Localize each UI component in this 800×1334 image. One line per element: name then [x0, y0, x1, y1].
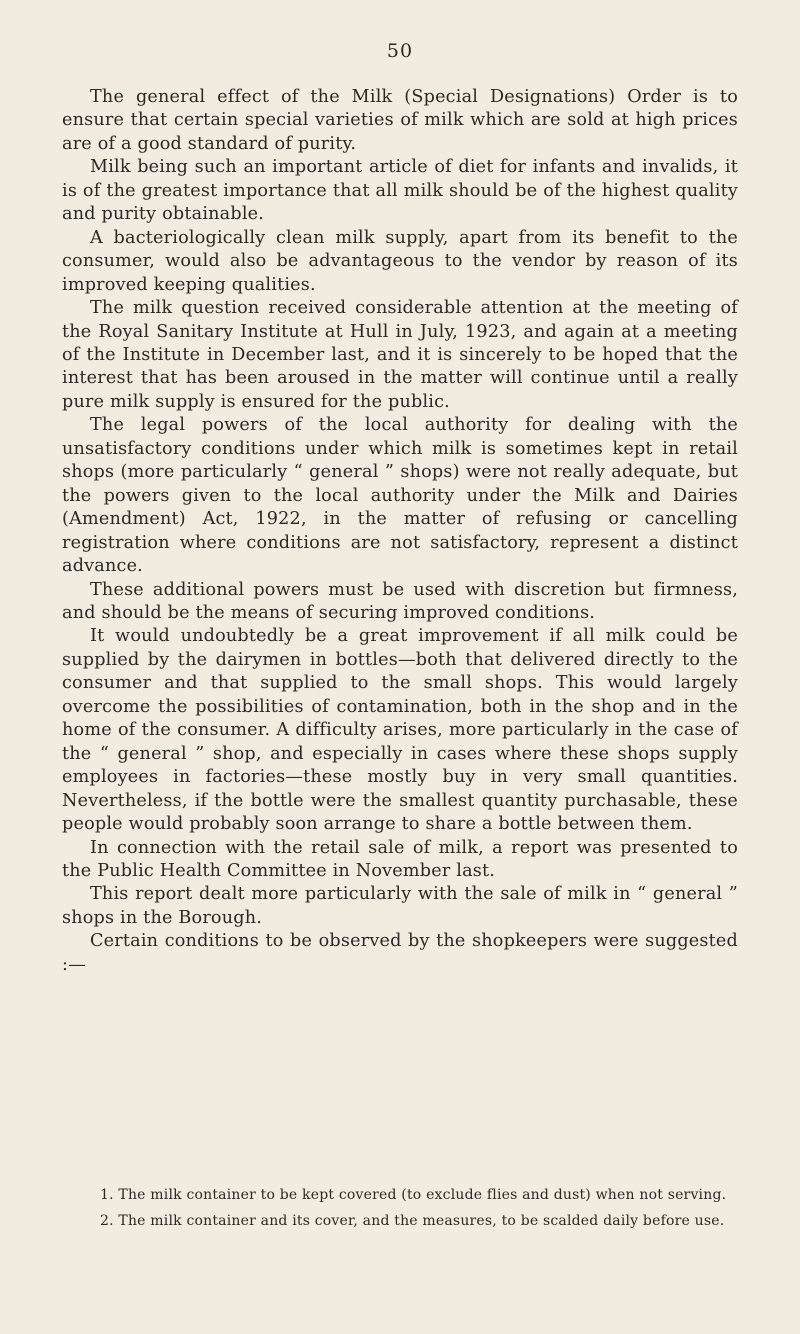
paragraph: Milk being such an important article of diet for infants and invalids, it is of the greatest importance that all milk should be of the highest quality and purity obtainable.: [62, 157, 738, 225]
paragraph: In connection with the retail sale of milk, a report was presented to the Public Health Committee in November last.: [62, 837, 738, 881]
paragraph: The milk question received considerable attention at the meeting of the Royal Sanitary Institute at Hull in July, 1923, and again at a meeting of the Institute in December last, and it is sincerely to be hoped that the interest that has been aroused in the matter will continue until a really pure milk supply is ensured for the public.: [62, 298, 738, 412]
paragraph: A bacteriologically clean milk supply, apart from its benefit to the consumer, would also be advantageous to the vendor by reason of its improved keeping qualities.: [62, 227, 738, 295]
condition-item: 1. The milk container to be kept covered (to exclude flies and dust) when not serving.: [100, 1187, 727, 1203]
body-text: [62, 86, 738, 977]
paragraph: It would undoubtedly be a great improvement if all milk could be supplied by the dairymen in bottles—both that delivered directly to the consumer and that supplied to the small shops. This would largely overcome the possibilities of contamination, both in the shop and in the home of the consumer. A difficulty arises, more particularly in the case of the “ general ” shop, and especially in cases where these shops supply employees in factories—these mostly buy in very small quantities. Nevertheless, if the bottle were the smallest quantity purchasable, these people would probably soon arrange to share a bottle between them.: [62, 626, 738, 835]
paragraph: Certain conditions to be observed by the shopkeepers were suggested :—: [62, 931, 738, 975]
conditions-list: [62, 1185, 738, 1237]
paragraph: The general effect of the Milk (Special Designations) Order is to ensure that certain special varieties of milk which are sold at high prices are of a good standard of purity.: [62, 87, 738, 154]
paragraph: These additional powers must be used with discretion but firmness, and should be the means of securing improved conditions.: [62, 579, 738, 623]
paragraph: This report dealt more particularly with the sale of milk in “ general ” shops in the Borough.: [62, 884, 738, 928]
condition-item: 2. The milk container and its cover, and the measures, to be scalded daily before use.: [100, 1213, 725, 1229]
page-number: 50: [386, 40, 414, 62]
paragraph: The legal powers of the local authority for dealing with the unsatisfactory conditions under which milk is sometimes kept in retail shops (more particularly “ general ” shops) were not really adequate, but the powers given to the local authority under the Milk and Dairies (Amendment) Act, 1922, in the matter of refusing or cancelling registration where conditions are not satisfactory, represent a distinct advance.: [62, 415, 738, 577]
